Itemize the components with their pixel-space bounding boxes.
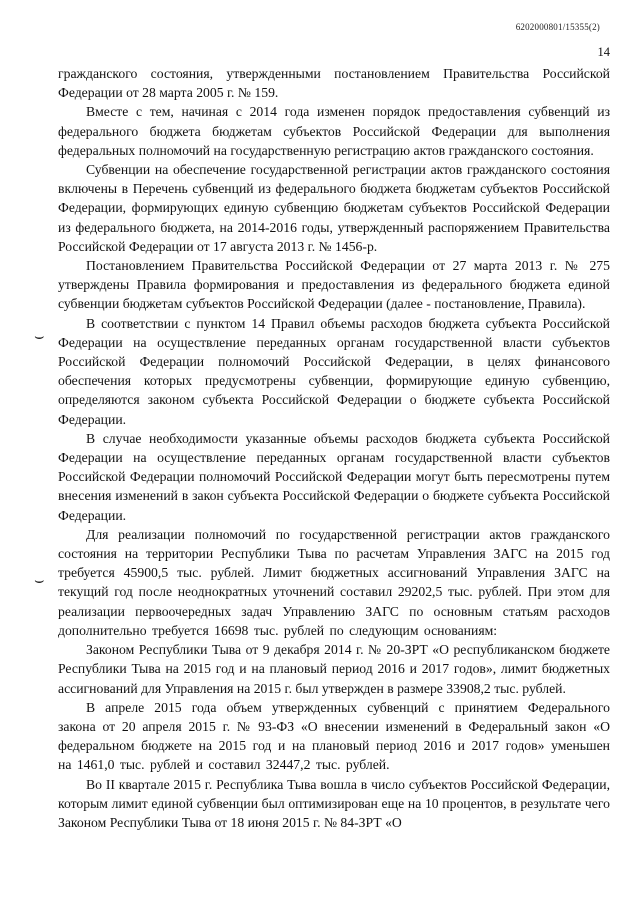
paragraph: Постановлением Правительства Российской Федерации от 27 марта 2013 г. № 275 утверждены Правила формирования и предоставления из федерального бюджета единой субвенции бюджетам субъектов Российской Федерации (далее - постановление, Правила). [58,258,610,312]
paragraph: В апреле 2015 года объем утвержденных субвенций с принятием Федерального закона от 20 апреля 2015 г. № 93-ФЗ «О внесении изменений в Федеральный закон «О федеральном бюджете на 2015 год и на плановый период 2016 и 2017 годов» уменьшен на 1461,0 тыс. рублей и составил 32447,2 тыс. рублей. [58,699,610,773]
paragraph: Для реализации полномочий по государственной регистрации актов гражданского состояния на территории Республики Тыва по расчетам Управления ЗАГС на 2015 год требуется 45900,5 тыс. рублей. Лимит бюджетных ассигнований Управления ЗАГС на текущий год после неоднократных уточнений составил 29202,5 тыс. рублей. При этом для реализации первоочередных задач Управлению ЗАГС по основным статьям расходов дополнительно требуется 16698 тыс. рублей по следующим основаниям: [58,526,610,638]
paragraph: гражданского состояния, утвержденными постановлением Правительства Российской Федерации от 28 марта 2005 г. № 159. [58,66,610,101]
margin-check-mark: ⌣ [34,570,45,589]
paragraph: Субвенции на обеспечение государственной регистрации актов гражданского состояния включены в Перечень субвенций из федерального бюджета бюджетам субъектов Российской Федерации, формирующих единую субвенцию бюджетам субъектов Российской Федерации из федерального бюджета, на 2014-2016 годы, утвержденный распоряжением Правительства Российской Федерации от 17 августа 2013 г. № 1456-р. [58,162,610,254]
page-number: 14 [597,45,610,59]
margin-check-mark: ⌣ [34,326,45,345]
paragraph: Законом Республики Тыва от 9 декабря 2014 г. № 20-ЗРТ «О республиканском бюджете Республики Тыва на 2015 год и на плановый период 2016 и 2017 годов», лимит бюджетных ассигнований для Управления на 2015 г. был утвержден в размере 33908,2 тыс. рублей. [58,642,610,696]
paragraph: В случае необходимости указанные объемы расходов бюджета субъекта Российской Федерации на осуществление переданных органам государственной власти субъектов Российской Федерации полномочий Российской Федерации могут быть пересмотрены путем внесения изменений в закон субъекта Российской Федерации о бюджете субъекта Российской Федерации. [58,430,610,523]
document-body [58,64,610,832]
paragraph: Вместе с тем, начиная с 2014 года изменен порядок предоставления субвенций из федерального бюджета бюджетам субъектов Российской Федерации для выполнения федеральных полномочий на государственную регистрацию актов гражданского состояния. [58,104,610,158]
paragraph: Во II квартале 2015 г. Республика Тыва вошла в число субъектов Российской Федерации, которым лимит единой субвенции был оптимизирован еще на 10 процентов, в результате чего Законом Республики Тыва от 18 июня 2015 г. № 84-ЗРТ «О [58,776,610,830]
document-id: 6202000801/15355(2) [515,22,600,32]
paragraph: В соответствии с пунктом 14 Правил объемы расходов бюджета субъекта Российской Федерации на осуществление переданных органам государственной власти субъектов Российской Федерации полномочий Российской Федерации, в целях финансового обеспечения которых предусмотрены субвенции, формирующие единую субвенцию, определяются законом субъекта Российской Федерации о бюджете субъекта Российской Федерации. [58,315,610,427]
